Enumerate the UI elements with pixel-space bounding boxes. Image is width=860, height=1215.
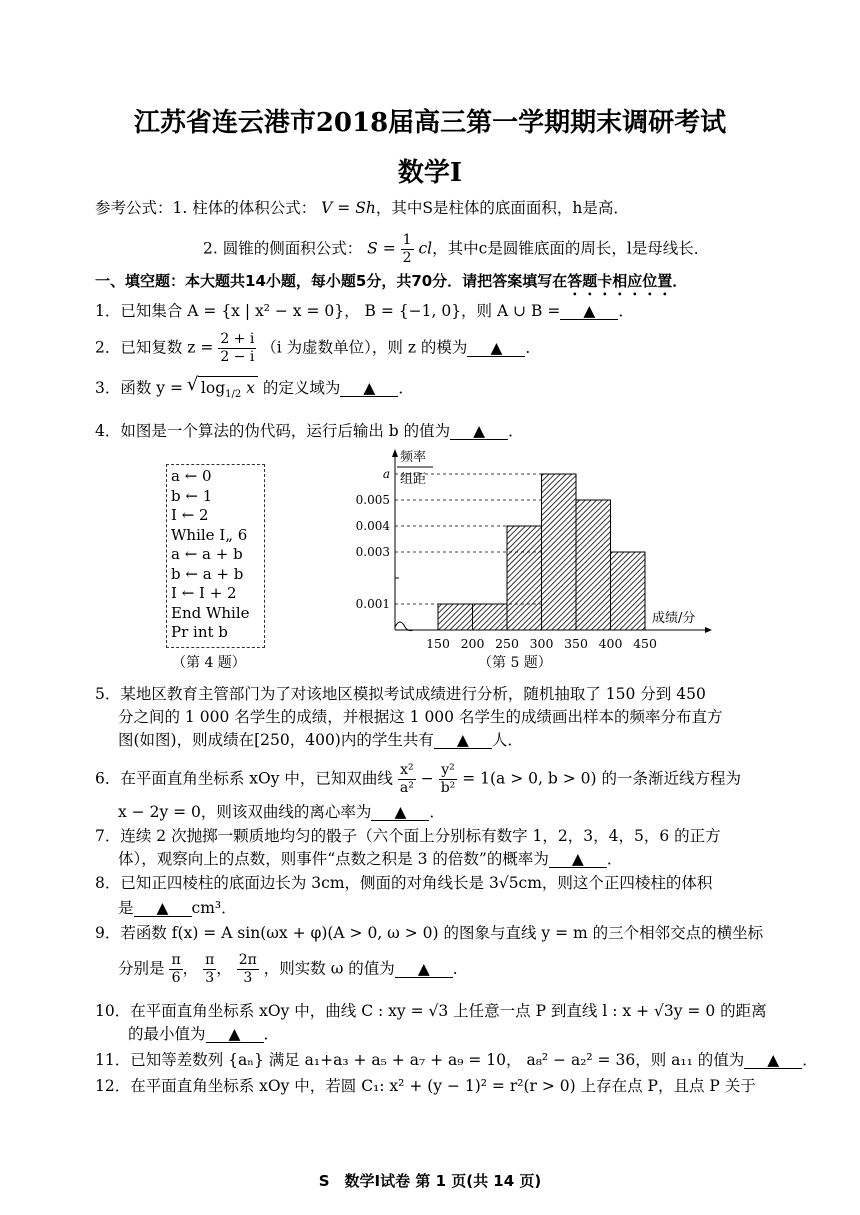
fraction: $\frac{1}{2}$ (402, 232, 412, 266)
answer-blank: ▲ (371, 804, 429, 821)
question-6-line-2: x − 2y = 0，则该双曲线的离心率为 ▲ ． (118, 803, 445, 821)
formula-line-1: 参考公式：1. 柱体的体积公式： V = Sh，其中S是柱体的底面面积，h是高． (95, 199, 629, 217)
y-tick-label: 0.004 (355, 519, 390, 533)
question-12-line-1: 12．在平面直角坐标系 xOy 中，若圆 C₁: x² + (y − 1)² = r²(r > 0) 上存在点 P，且点 P 关于 (95, 1077, 756, 1095)
answer-blank: ▲ (560, 303, 618, 320)
question-5-line-1: 5．某地区教育主管部门为了对该地区模拟考试成绩进行分析，随机抽取了 150 分到 450 (95, 685, 706, 703)
answer-blank: ▲ (206, 1026, 264, 1043)
question-1: 1．已知集合 A = {x | x² − x = 0}， B = {−1, 0}，则 A ∪ B = ▲ ． (95, 302, 634, 320)
code-line: While I„ 6 (171, 525, 248, 544)
answer-blank: ▲ (744, 1052, 802, 1069)
histogram-bar (542, 474, 577, 630)
y-axis-label-top: 频率 (400, 450, 427, 465)
fraction: $\frac{\text{x²}}{\text{a²}}$ (399, 762, 414, 796)
x-tick-label: 250 (495, 636, 519, 651)
answer-blank: ▲ (134, 900, 192, 917)
question-7-line-1: 7．连续 2 次抛掷一颗质地均匀的骰子（六个面上分别标有数字 1，2，3，4，5，6 的正方 (95, 827, 721, 845)
caption-figure-4: （第 4 题） (172, 655, 246, 671)
sqrt-log-expression: √ $\log_{1/2} x$ (198, 376, 258, 406)
x-tick-label: 300 (529, 636, 554, 651)
y-tick-label: 0.005 (355, 493, 390, 507)
y-axis-arrow (392, 449, 398, 457)
answer-blank: ▲ (467, 340, 525, 357)
code-line: End While (171, 603, 250, 622)
x-axis-arrow (705, 627, 712, 633)
x-tick-label: 200 (460, 636, 485, 651)
question-2: 2．已知复数 z = $\frac{2 + i}{2 - i}$ （i 为虚数单位），则 z 的模为 ▲ ． (95, 331, 541, 365)
question-8-line-2: 是 ▲ cm³． (118, 899, 237, 917)
question-3: 3．函数 y = √ $\log_{1/2} x$ 的定义域为 ▲ ． (95, 376, 414, 406)
histogram-bar (473, 604, 508, 630)
histogram-bar (576, 500, 611, 630)
question-9-line-1: 9．若函数 f(x) = A sin(ωx + φ)(A > 0, ω > 0) 的图象与直线 y = m 的三个相邻交点的横坐标 (95, 924, 764, 942)
answer-blank: ▲ (450, 423, 508, 440)
y-tick-label: 0.001 (355, 597, 390, 611)
histogram-bar (507, 526, 542, 630)
exam-subtitle: 数学Ⅰ (397, 158, 463, 188)
answer-blank: ▲ (549, 851, 607, 868)
code-line: b ← 1 (171, 486, 213, 505)
question-11: 11．已知等差数列 {aₙ} 满足 a₁+a₃ + a₅ + a₇ + a₉ = 10， a₈² − a₂² = 36，则 a₁₁ 的值为 ▲ ． (95, 1051, 818, 1069)
y-tick-label: a (382, 467, 390, 481)
fraction: $\frac{2\pi}{3}$ (238, 952, 257, 986)
x-tick-label: 400 (598, 636, 623, 651)
histogram-bar (438, 604, 473, 630)
answer-blank: ▲ (395, 961, 453, 978)
y-axis-label-bottom: 组距 (400, 472, 427, 487)
fraction: $\frac{2 + i}{2 - i}$ (220, 331, 255, 365)
question-8-line-1: 8．已知正四棱柱的底面边长为 3cm，侧面的对角线长是 3√5cm，则这个正四棱柱的体积 (95, 874, 713, 892)
question-5-line-3: 图(如图)，则成绩在[250，400)内的学生共有 ▲ 人． (118, 731, 523, 749)
question-5-line-2: 分之间的 1 000 名学生的成绩，并根据这 1 000 名学生的成绩画出样本的频率分布直方 (118, 708, 723, 726)
code-line: b ← a + b (171, 564, 244, 583)
x-tick-label: 450 (633, 636, 657, 651)
code-line: Pr int b (171, 623, 228, 641)
frequency-histogram (340, 445, 720, 655)
y-tick-label: 0.003 (355, 545, 390, 559)
formula-line-2: 2. 圆锥的侧面积公式： S = $\frac{1}{2}$ cl，其中c是圆锥底面的周长，l是母线长． (203, 232, 710, 266)
question-4: 4．如图是一个算法的伪代码，运行后输出 b 的值为 ▲ ． (95, 422, 524, 440)
question-9-line-2: 分别是 $\frac{\pi}{6}$ ， $\frac{\pi}{3}$ ， $\frac{2\pi}{3}$ ，则实数 ω 的值为 ▲ ． (118, 952, 469, 986)
axis-break (395, 622, 413, 631)
fraction: $\frac{\text{y²}}{\text{b²}}$ (440, 762, 456, 796)
answer-blank: ▲ (340, 380, 398, 397)
code-line: a ← 0 (171, 467, 212, 485)
x-tick-label: 350 (564, 636, 588, 651)
x-tick-label: 150 (426, 636, 450, 651)
code-line: I ← I + 2 (171, 584, 237, 602)
caption-figure-5: （第 5 题） (478, 655, 552, 671)
section-heading: 一、填空题：本大题共14小题，每小题5分，共70分．请把答案填写在答题卡相应位置． (95, 272, 688, 290)
question-10-line-1: 10．在平面直角坐标系 xOy 中，曲线 C : xy = √3 上任意一点 P 到直线 l : x + √3y = 0 的距离 (95, 1002, 767, 1020)
pseudo-code-box (166, 464, 265, 648)
fraction: $\frac{\pi}{3}$ (205, 952, 215, 986)
histogram-bar (611, 552, 646, 630)
question-10-line-2: 的最小值为 ▲ ． (128, 1025, 280, 1043)
question-7-line-2: 体），观察向上的点数，则事件“点数之积是 3 的倍数”的概率为 ▲ ． (118, 850, 623, 868)
fraction: $\frac{\pi}{6}$ (171, 952, 181, 986)
x-axis-label: 成绩/分 (652, 611, 696, 626)
code-line: a ← a + b (171, 545, 243, 563)
page-footer: S 数学Ⅰ试卷 第 1 页(共 14 页) (318, 1172, 542, 1190)
question-6-line-1: 6．在平面直角坐标系 xOy 中，已知双曲线 $\frac{\text{x²}}{\text{a²}}$ − $\frac{\text{y²}}{\text{b²}}$ = 1(a > 0, b > 0) 的一条渐近线方程为 (95, 762, 741, 796)
exam-title: 江苏省连云港市2018届高三第一学期期末调研考试 (133, 108, 727, 138)
code-line: I ← 2 (171, 506, 209, 524)
answer-blank: ▲ (434, 732, 492, 749)
